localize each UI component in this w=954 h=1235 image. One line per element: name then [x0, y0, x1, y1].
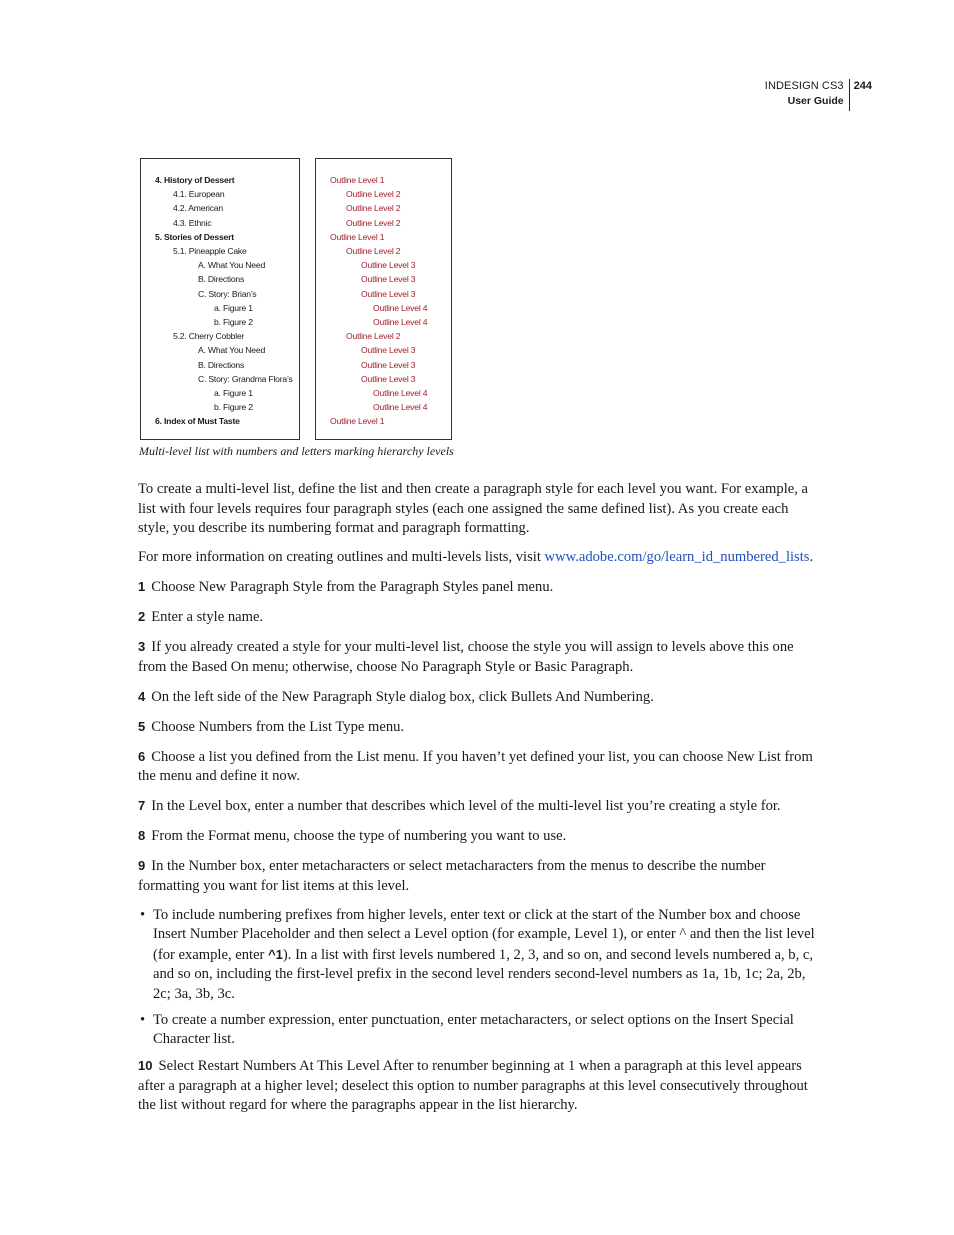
steps-list [138, 577, 816, 896]
bullet-text: To create a number expression, enter punctuation, enter metacharacters, or select options on the Insert Special Character list. [153, 1011, 794, 1047]
outline-level-entry: Outline Level 3 [361, 345, 416, 356]
step-number: 1 [138, 579, 146, 594]
numbered-list-entry: 4.1. European [173, 189, 225, 200]
step-number: 8 [138, 828, 146, 843]
bullet-item [138, 1011, 816, 1050]
outline-level-entry: Outline Level 4 [373, 317, 428, 327]
figure-caption: Multi-level list with numbers and letters marking hierarchy levels [139, 444, 454, 458]
outline-level-entry: Outline Level 2 [346, 246, 401, 256]
outline-level-entry: Outline Level 4 [373, 302, 428, 313]
numbered-list-entry: 5.1. Pineapple Cake [173, 246, 247, 256]
step-text: In the Level box, enter a number that describes which level of the multi-level list you’re creating a style for. [151, 798, 781, 814]
outline-level-entry: Outline Level 2 [346, 203, 401, 214]
numbered-list-entry: A. What You Need [198, 260, 266, 271]
header-text [765, 79, 850, 111]
bullet-text: To include numbering prefixes from higher levels, enter text or click at the start of the Number box and choose Insert Number Placeholder and then select a Level option (for example, Level 1), or enter ^ and then the list level (for example, enter [153, 906, 815, 963]
outline-level-entry: Outline Level 3 [361, 288, 416, 299]
numbered-list-entry: 4.3. Ethnic [173, 217, 212, 228]
numbered-list-entry: a. Figure 1 [214, 302, 253, 313]
numbered-list-entry: B. Directions [198, 359, 245, 370]
numbered-list-entry: 4. History of Dessert [155, 175, 235, 185]
step-text: In the Number box, enter metacharacters or select metacharacters from the menus to describe the number formatting you want for list items at this level. [138, 858, 766, 894]
figure-outline-levels-panel [315, 158, 452, 440]
outline-level-entry: Outline Level 3 [361, 359, 416, 370]
step-text: Choose New Paragraph Style from the Paragraph Styles panel menu. [151, 579, 554, 595]
step-2 [138, 607, 816, 628]
numbered-list-entry: B. Directions [198, 274, 245, 285]
more-info-text: For more information on creating outlines and multi-levels lists, visit [138, 549, 545, 565]
outline-level-entry: Outline Level 2 [346, 331, 401, 342]
metacharacter-example: ^1 [268, 946, 283, 962]
outline-level-entry: Outline Level 1 [330, 231, 385, 242]
numbered-list-entry: 5. Stories of Dessert [155, 231, 234, 242]
outline-level-entry: Outline Level 1 [330, 175, 385, 185]
step-8 [138, 826, 816, 847]
learn-numbered-lists-link[interactable]: www.adobe.com/go/learn_id_numbered_lists [544, 549, 810, 565]
step-1 [138, 577, 816, 598]
step-text: From the Format menu, choose the type of numbering you want to use. [151, 828, 567, 844]
numbered-list-entry: A. What You Need [198, 345, 266, 356]
header-product-name: INDESIGN CS3 [764, 80, 844, 92]
outline-level-entry: Outline Level 2 [346, 189, 401, 200]
numbered-list-entry: C. Story: Brian’s [198, 288, 257, 299]
step-number: 10 [138, 1058, 153, 1073]
numbered-list-entry: 5.2. Cherry Cobbler [173, 331, 245, 342]
step-text: Choose a list you defined from the List menu. If you haven’t yet defined your list, you can choose New List from the menu and define it now. [138, 748, 813, 784]
numbered-list-entry: b. Figure 2 [214, 402, 253, 413]
step-number: 6 [138, 748, 146, 764]
numbered-list-entry: 6. Index of Must Taste [155, 416, 240, 427]
outline-level-entry: Outline Level 2 [346, 217, 401, 228]
more-info-paragraph [138, 548, 816, 568]
running-header [765, 79, 872, 111]
step-number: 4 [138, 688, 146, 704]
step-text: Enter a style name. [151, 609, 264, 625]
step-3 [138, 637, 816, 677]
step-text: Select Restart Numbers At This Level After to renumber beginning at 1 when a paragraph at this level appears after a paragraph at a higher level; deselect this option to number paragraphs at this level consecutively throughout the list without regard for where the paragraphs appear in the list hierarchy. [138, 1058, 808, 1113]
numbered-list-entry: 4.2. American [173, 203, 223, 214]
step-9 [138, 856, 816, 896]
step-6 [138, 747, 816, 787]
bullet-mark: • [140, 906, 146, 923]
numbered-list-entry: C. Story: Grandma Flora’s [198, 373, 293, 384]
outline-level-entry: Outline Level 4 [373, 402, 428, 413]
step-number: 7 [138, 798, 146, 813]
more-info-period: . [809, 549, 814, 565]
bullet-text-continued: ). In a list with first levels numbered 1, 2, 3, and so on, and second levels numbered a, b, c, and so on, including the first-level prefix in the second level renders second-level numbers as 1a, 1b, 1c; 2a, 2b, 2c; 3a, 3b, 3c. [153, 946, 814, 1002]
page-number: 244 [853, 80, 872, 92]
step-number: 9 [138, 858, 146, 873]
step-7 [138, 796, 816, 817]
step-text: On the left side of the New Paragraph Style dialog box, click Bullets And Numbering. [151, 688, 654, 705]
step-number: 5 [138, 718, 146, 734]
numbered-list-entry: b. Figure 2 [214, 317, 253, 327]
header-guide-name: User Guide [787, 95, 844, 107]
bullet-item [138, 906, 816, 1005]
numbered-list-entry: a. Figure 1 [214, 388, 253, 398]
figure-numbered-list-panel [140, 158, 300, 440]
step-text: Choose Numbers from the List Type menu. [151, 718, 405, 735]
outline-level-entry: Outline Level 3 [361, 260, 416, 271]
step-number: 3 [138, 639, 146, 654]
bullet-mark: • [140, 1011, 146, 1028]
intro-paragraph: To create a multi-level list, define the list and then create a paragraph style for each level you want. For example, a list with four levels requires four paragraph styles (each one assigned the same defined list). As you create each style, you describe its numbering format and paragraph formatting. [138, 481, 809, 536]
outline-level-entry: Outline Level 4 [373, 388, 428, 398]
body-text [138, 480, 816, 1125]
step-5 [138, 717, 816, 738]
step-4 [138, 687, 816, 708]
step-text: If you already created a style for your multi-level list, choose the style you will assign to levels above this one from the Based On menu; otherwise, choose No Paragraph Style or Basic Paragraph. [138, 639, 794, 675]
outline-level-entry: Outline Level 3 [361, 274, 416, 285]
step-number: 2 [138, 609, 146, 624]
step-10 [138, 1056, 816, 1116]
outline-level-entry: Outline Level 3 [361, 373, 416, 384]
outline-level-entry: Outline Level 1 [330, 416, 385, 427]
